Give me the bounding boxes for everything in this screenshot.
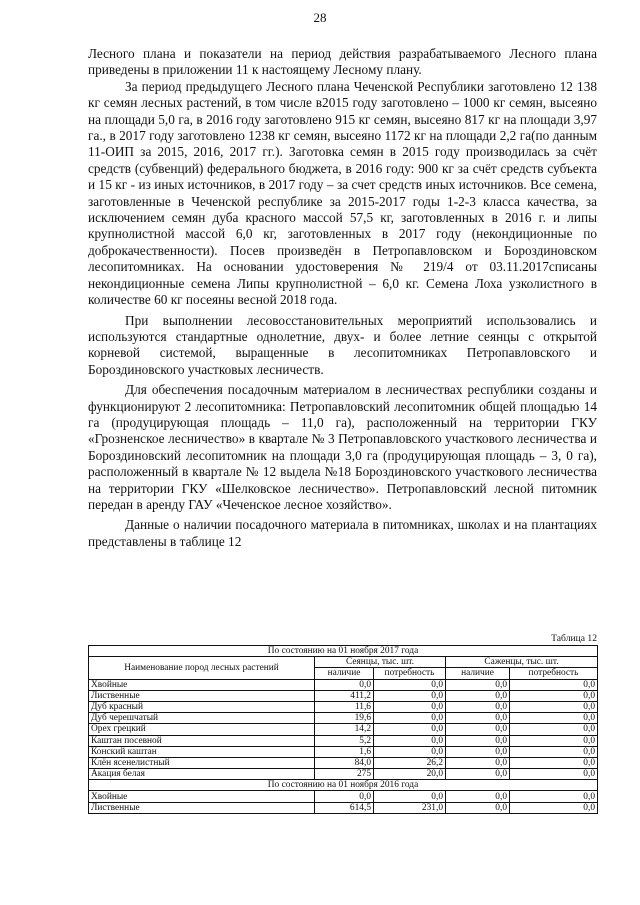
table-row bbox=[89, 735, 598, 746]
planting-material-table bbox=[88, 645, 598, 814]
seedlings-need-cell: 231,0 bbox=[374, 802, 446, 813]
seedlings-available-cell: 19,6 bbox=[315, 713, 374, 724]
saplings-need-cell: 0,0 bbox=[510, 769, 598, 780]
saplings-available-cell: 0,0 bbox=[446, 746, 510, 757]
page-number: 28 bbox=[313, 10, 327, 25]
saplings-need-cell: 0,0 bbox=[510, 746, 598, 757]
table-row bbox=[89, 746, 598, 757]
paragraph-seed-harvest: За период предыдущего Лесного плана Чеченской Республики заготовлено 12 138 кг семян лесных растений, в том числе в2015 году заготовлено – 1000 кг семян, высеяно на площади 5,0 га, в 2016 году заготовлено 915 кг семян, высеяно 817 кг на площади 3,97 га., в 2017 году заготовлено 1238 кг семян, высеяно 1172 кг на площади 2,2 га(по данным 11-ОИП за 2015, 2016, 2017 гг.). Заготовка семян в 2015 году производилась за счёт средств (субвенций) федерального бюджета, в 2016 году: 900 кг за счёт средств субъекта и 15 кг - из иных источников, в 2017 году – за счет средств иных источников. Все семена, заготовленные в Чеченской республике за 2015-2017 годы 1-2-3 класса качества, за исключением семян дуба красного массой 57,5 кг, заготовленных в 2016 г. и липы крупнолистной массой 6,0 кг, заготовленных в 2017 году (некондиционные по доброкачественности). Посев произведён в Петропавловском и Бороздиновском лесопитомниках. На основании удостоверения № 219/4 от 03.11.2017списаны некондиционные семена Липы крупнолистной – 6,0 кг. Семена Лоха узколистного в количестве 60 кг посеяны весной 2018 года. bbox=[88, 78, 597, 308]
seedlings-need-cell: 0,0 bbox=[374, 690, 446, 701]
seedlings-available-cell: 14,2 bbox=[315, 724, 374, 735]
paragraph-nurseries: Для обеспечения посадочным материалом в лесничествах республики созданы и функционируют 2 лесопитомника: Петропавловский лесопитомник общей площадью 14 га (продуцирующая площадь – 11,0 га), расположенный на территории ГКУ «Грозненское лесничество» в квартале № 3 Петропавловского участкового лесничества и Бороздиновский лесопитомник на площади 3,0 га (продуцирующая площадь – 3, 0 га), расположенный в квартале № 12 выдела №18 Бороздиновского участкового лесничества на территории ГКУ «Шелковское лесничество». Петропавловский лесной питомник передан в аренду ГАУ «Чеченское лесное хозяйство». bbox=[88, 382, 597, 512]
seedlings-need-cell: 20,0 bbox=[374, 769, 446, 780]
seedlings-available-cell: 84,0 bbox=[315, 757, 374, 768]
subheader-saplings-available: наличие bbox=[446, 668, 510, 679]
saplings-available-cell: 0,0 bbox=[446, 791, 510, 802]
seedlings-need-cell: 0,0 bbox=[374, 791, 446, 802]
saplings-available-cell: 0,0 bbox=[446, 724, 510, 735]
saplings-available-cell: 0,0 bbox=[446, 690, 510, 701]
seedlings-available-cell: 0,0 bbox=[315, 791, 374, 802]
saplings-need-cell: 0,0 bbox=[510, 713, 598, 724]
seedlings-need-cell: 0,0 bbox=[374, 701, 446, 712]
table-row bbox=[89, 757, 598, 768]
species-cell: Лиственные bbox=[89, 690, 315, 701]
col-header-saplings: Саженцы, тыс. шт. bbox=[446, 657, 598, 668]
species-cell: Хвойные bbox=[89, 679, 315, 690]
saplings-available-cell: 0,0 bbox=[446, 713, 510, 724]
saplings-available-cell: 0,0 bbox=[446, 802, 510, 813]
document-body bbox=[88, 46, 597, 550]
saplings-available-cell: 0,0 bbox=[446, 735, 510, 746]
col-header-species: Наименование пород лесных растений bbox=[89, 657, 315, 679]
species-cell: Дуб черешчатый bbox=[89, 713, 315, 724]
saplings-available-cell: 0,0 bbox=[446, 769, 510, 780]
header-row bbox=[89, 657, 598, 668]
col-header-seedlings: Сеянцы, тыс. шт. bbox=[315, 657, 446, 668]
saplings-need-cell: 0,0 bbox=[510, 724, 598, 735]
species-cell: Акация белая bbox=[89, 769, 315, 780]
species-cell: Орех грецкий bbox=[89, 724, 315, 735]
seedlings-available-cell: 1,6 bbox=[315, 746, 374, 757]
subheader-seedlings-available: наличие bbox=[315, 668, 374, 679]
seedlings-need-cell: 0,0 bbox=[374, 679, 446, 690]
seedlings-need-cell: 0,0 bbox=[374, 746, 446, 757]
table-caption: Таблица 12 bbox=[551, 633, 597, 644]
seedlings-need-cell: 0,0 bbox=[374, 713, 446, 724]
subheader-saplings-need: потребность bbox=[510, 668, 598, 679]
species-cell: Дуб красный bbox=[89, 701, 315, 712]
table-row bbox=[89, 690, 598, 701]
seedlings-need-cell: 0,0 bbox=[374, 735, 446, 746]
paragraph-table-reference: Данные о наличии посадочного материала в питомниках, школах и на плантациях представлены в таблице 12 bbox=[88, 517, 597, 549]
seedlings-available-cell: 411,2 bbox=[315, 690, 374, 701]
saplings-need-cell: 0,0 bbox=[510, 791, 598, 802]
paragraph-intro: Лесного плана и показатели на период действия разрабатываемого Лесного плана приведены в приложении 11 к настоящему Лесному плану. bbox=[88, 46, 597, 78]
saplings-available-cell: 0,0 bbox=[446, 679, 510, 690]
saplings-need-cell: 0,0 bbox=[510, 690, 598, 701]
saplings-need-cell: 0,0 bbox=[510, 679, 598, 690]
table-row bbox=[89, 769, 598, 780]
saplings-available-cell: 0,0 bbox=[446, 701, 510, 712]
seedlings-available-cell: 5,2 bbox=[315, 735, 374, 746]
table-row bbox=[89, 724, 598, 735]
section-title-2017: По состоянию на 01 ноября 2017 года bbox=[89, 646, 598, 657]
species-cell: Хвойные bbox=[89, 791, 315, 802]
section-header-2016 bbox=[89, 780, 598, 791]
table-row bbox=[89, 713, 598, 724]
seedlings-need-cell: 0,0 bbox=[374, 724, 446, 735]
species-cell: Конский каштан bbox=[89, 746, 315, 757]
table-row bbox=[89, 791, 598, 802]
species-cell: Каштан посевной bbox=[89, 735, 315, 746]
species-cell: Клён ясенелистный bbox=[89, 757, 315, 768]
table-row bbox=[89, 802, 598, 813]
saplings-available-cell: 0,0 bbox=[446, 757, 510, 768]
seedlings-available-cell: 614,5 bbox=[315, 802, 374, 813]
saplings-need-cell: 0,0 bbox=[510, 802, 598, 813]
subheader-seedlings-need: потребность bbox=[374, 668, 446, 679]
saplings-need-cell: 0,0 bbox=[510, 757, 598, 768]
section-header-2017 bbox=[89, 646, 598, 657]
paragraph-seedlings: При выполнении лесовосстановительных мероприятий использовались и используются стандартные однолетние, двух- и более летние сеянцы с открытой корневой системой, выращенные в лесопитомниках Петропавловского и Бороздиновского участковых лесничеств. bbox=[88, 312, 597, 377]
saplings-need-cell: 0,0 bbox=[510, 735, 598, 746]
section-title-2016: По состоянию на 01 ноября 2016 года bbox=[89, 780, 598, 791]
seedlings-need-cell: 26,2 bbox=[374, 757, 446, 768]
seedlings-available-cell: 275 bbox=[315, 769, 374, 780]
species-cell: Лиственные bbox=[89, 802, 315, 813]
table-row bbox=[89, 679, 598, 690]
table-row bbox=[89, 701, 598, 712]
saplings-need-cell: 0,0 bbox=[510, 701, 598, 712]
seedlings-available-cell: 0,0 bbox=[315, 679, 374, 690]
seedlings-available-cell: 11,6 bbox=[315, 701, 374, 712]
